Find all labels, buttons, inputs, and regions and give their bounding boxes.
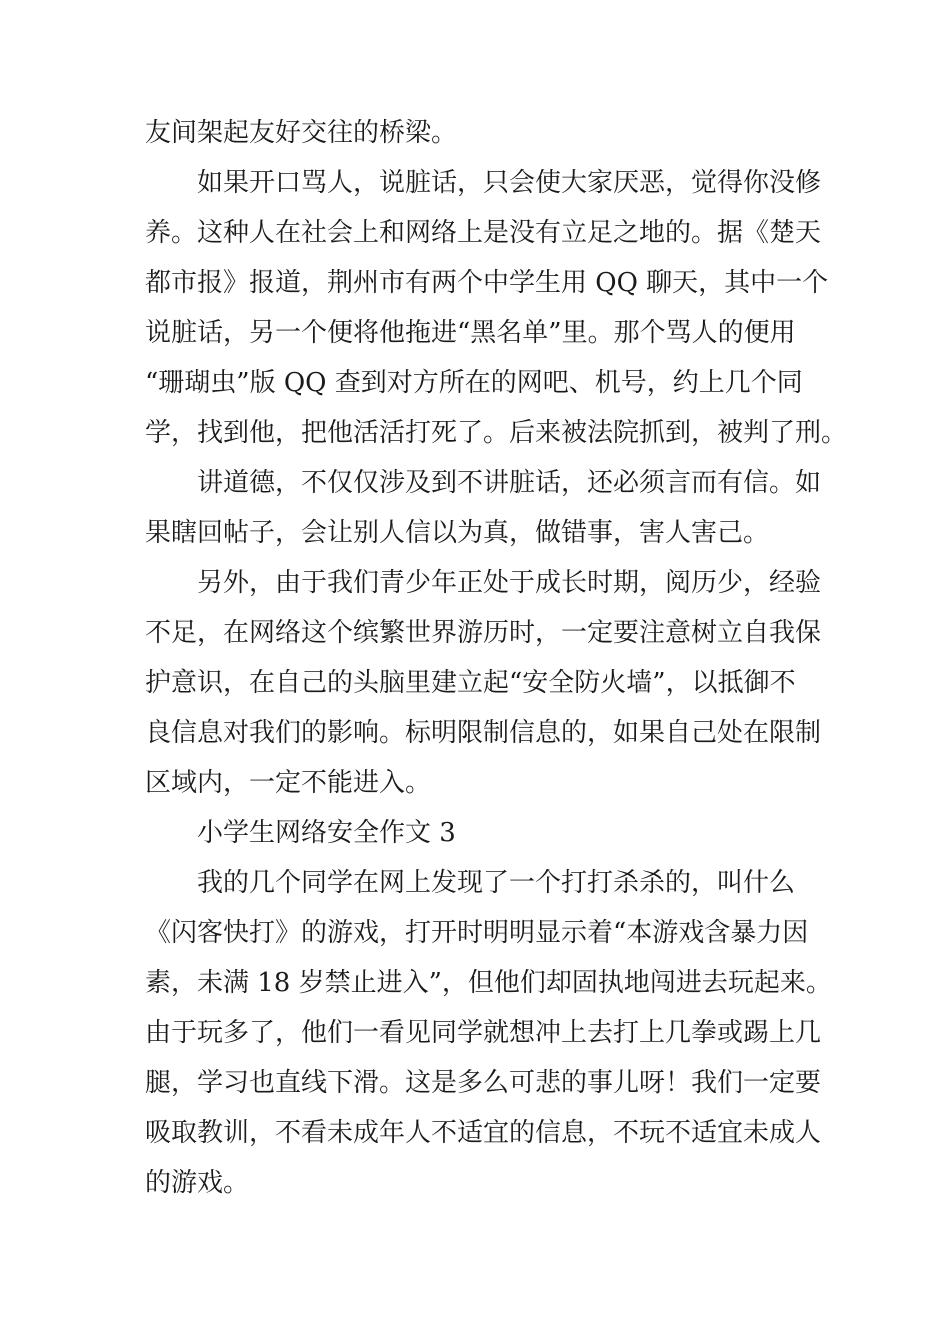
text-line: 都市报》报道，荆州市有两个中学生用 QQ 聊天，其中一个 bbox=[145, 268, 829, 298]
text-line: 养。这种人在社会上和网络上是没有立足之地的。据《楚天 bbox=[145, 218, 822, 248]
text-line: 腿，学习也直线下滑。这是多么可悲的事儿呀！我们一定要 bbox=[145, 1068, 822, 1098]
text-line: 区域内，一定不能进入。 bbox=[145, 768, 432, 798]
text-line: “珊瑚虫”版 QQ 查到对方所在的网吧、机号，约上几个同 bbox=[145, 368, 803, 398]
text-line: 说脏话，另一个便将他拖进“黑名单”里。那个骂人的便用 bbox=[145, 318, 796, 348]
text-line: 良信息对我们的影响。标明限制信息的，如果自己处在限制 bbox=[145, 718, 822, 748]
text-line: 素，未满 18 岁禁止进入”，但他们却固执地闯进去玩起来。 bbox=[145, 968, 832, 998]
paragraph-start: 如果开口骂人，说脏话，只会使大家厌恶，觉得你没修 bbox=[197, 168, 822, 198]
text-line: 友间架起友好交往的桥梁。 bbox=[145, 118, 458, 148]
text-line: 护意识，在自己的头脑里建立起“安全防火墙”，以抵御不 bbox=[145, 668, 796, 698]
text-line: 吸取教训，不看未成年人不适宜的信息，不玩不适宜未成人 bbox=[145, 1118, 822, 1148]
text-line: 的游戏。 bbox=[145, 1168, 250, 1198]
text-line: 由于玩多了，他们一看见同学就想冲上去打上几拳或踢上几 bbox=[145, 1018, 822, 1048]
text-line: 果瞎回帖子，会让别人信以为真，做错事，害人害己。 bbox=[145, 518, 770, 548]
paragraph-start: 我的几个同学在网上发现了一个打打杀杀的，叫什么 bbox=[197, 868, 796, 898]
paragraph-start: 另外，由于我们青少年正处于成长时期，阅历少，经验 bbox=[197, 568, 822, 598]
paragraph-start: 讲道德，不仅仅涉及到不讲脏话，还必须言而有信。如 bbox=[197, 468, 822, 498]
text-line: 《闪客快打》的游戏，打开时明明显示着“本游戏含暴力因 bbox=[145, 918, 809, 948]
text-line: 学，找到他，把他活活打死了。后来被法院抓到，被判了刑。 bbox=[145, 418, 848, 448]
section-heading: 小学生网络安全作文 3 bbox=[197, 818, 456, 848]
text-line: 不足，在网络这个缤繁世界游历时，一定要注意树立自我保 bbox=[145, 618, 822, 648]
